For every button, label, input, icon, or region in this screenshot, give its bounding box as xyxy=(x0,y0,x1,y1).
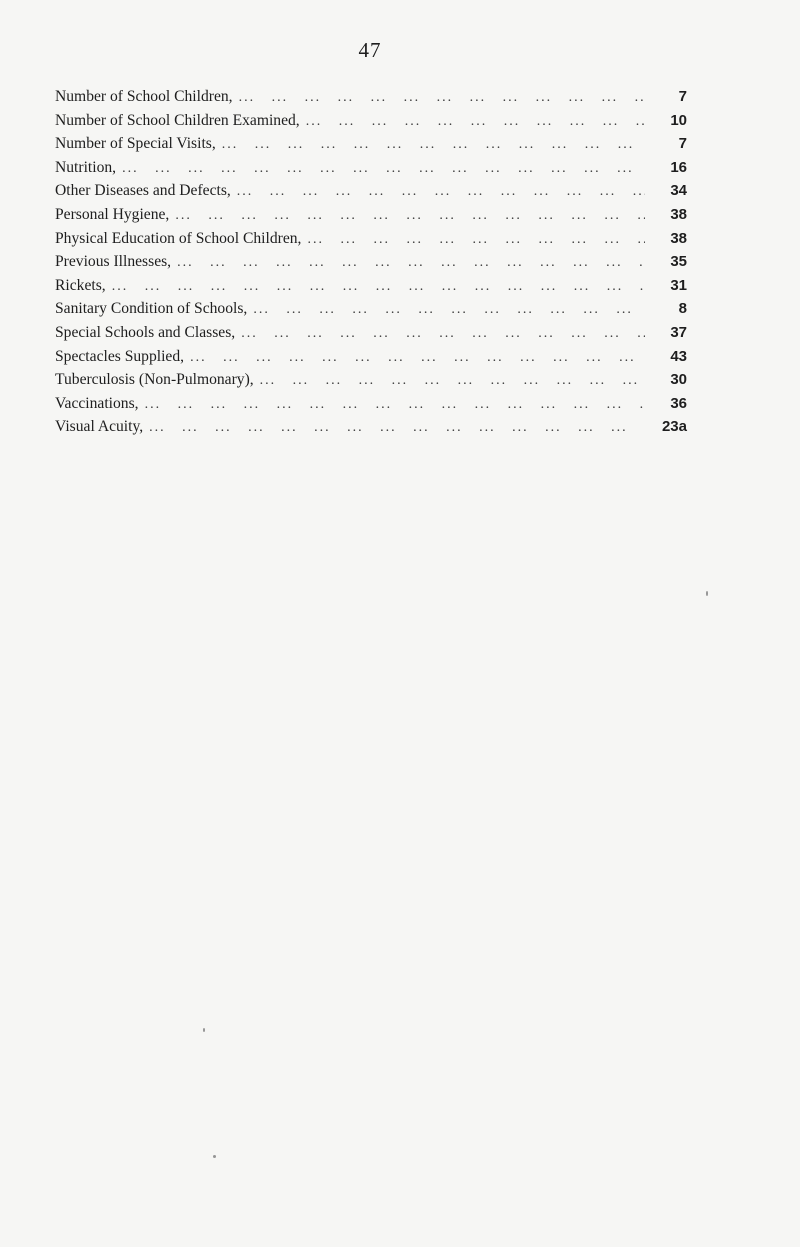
index-entry xyxy=(55,418,687,442)
index-list xyxy=(55,88,687,442)
entry-label: Number of School Children, xyxy=(55,88,237,106)
entry-label: Tuberculosis (Non-Pulmonary), xyxy=(55,371,258,389)
index-entry xyxy=(55,230,687,254)
entry-page: 38 xyxy=(670,205,687,223)
dot-leader xyxy=(112,279,645,295)
dot-leader xyxy=(149,420,645,436)
dot-leader xyxy=(306,114,645,130)
index-entry xyxy=(55,206,687,230)
paper-speck xyxy=(706,591,708,596)
entry-page: 16 xyxy=(670,158,687,176)
entry-label: Rickets, xyxy=(55,277,110,295)
index-entry xyxy=(55,253,687,277)
entry-label: Previous Illnesses, xyxy=(55,253,175,271)
entry-page: 38 xyxy=(670,229,687,247)
index-entry xyxy=(55,159,687,183)
dot-leader xyxy=(145,397,645,413)
index-entry xyxy=(55,371,687,395)
entry-label: Spectacles Supplied, xyxy=(55,348,188,366)
dot-leader xyxy=(175,208,645,224)
index-entry xyxy=(55,324,687,348)
dot-leader xyxy=(177,255,645,271)
index-entry xyxy=(55,348,687,372)
dot-leader xyxy=(260,373,645,389)
entry-label: Personal Hygiene, xyxy=(55,206,173,224)
entry-page: 35 xyxy=(670,253,687,271)
entry-label: Number of Special Visits, xyxy=(55,135,220,153)
index-entry xyxy=(55,88,687,112)
paper-speck xyxy=(213,1155,216,1158)
index-entry xyxy=(55,182,687,206)
entry-label: Other Diseases and Defects, xyxy=(55,182,235,200)
entry-label: Nutrition, xyxy=(55,159,120,177)
entry-page: 7 xyxy=(678,88,687,105)
entry-page: 10 xyxy=(670,111,687,129)
dot-leader xyxy=(253,302,645,318)
entry-page: 7 xyxy=(678,135,687,153)
index-entry xyxy=(55,300,687,324)
dot-leader xyxy=(241,326,645,342)
page-number: 47 xyxy=(358,38,382,62)
entry-page: 43 xyxy=(670,347,687,365)
index-entry xyxy=(55,277,687,301)
entry-page: 34 xyxy=(670,182,687,200)
entry-label: Physical Education of School Children, xyxy=(55,230,305,248)
entry-label: Number of School Children Examined, xyxy=(55,112,304,130)
entry-label: Special Schools and Classes, xyxy=(55,324,239,342)
dot-leader xyxy=(190,350,645,366)
entry-page: 37 xyxy=(670,323,687,341)
dot-leader xyxy=(307,232,645,248)
index-entry xyxy=(55,395,687,419)
entry-page: 8 xyxy=(678,300,687,318)
entry-label: Sanitary Condition of Schools, xyxy=(55,300,251,318)
entry-page: 23a xyxy=(661,418,687,436)
entry-page: 36 xyxy=(670,394,687,412)
index-entry xyxy=(55,112,687,136)
dot-leader xyxy=(122,161,645,177)
dot-leader xyxy=(222,137,645,153)
entry-page: 31 xyxy=(670,276,687,294)
index-entry xyxy=(55,135,687,159)
entry-label: Visual Acuity, xyxy=(55,418,147,436)
dot-leader xyxy=(239,90,645,106)
entry-label: Vaccinations, xyxy=(55,395,143,413)
entry-page: 30 xyxy=(670,371,687,389)
paper-speck xyxy=(203,1028,205,1032)
dot-leader xyxy=(237,184,645,200)
